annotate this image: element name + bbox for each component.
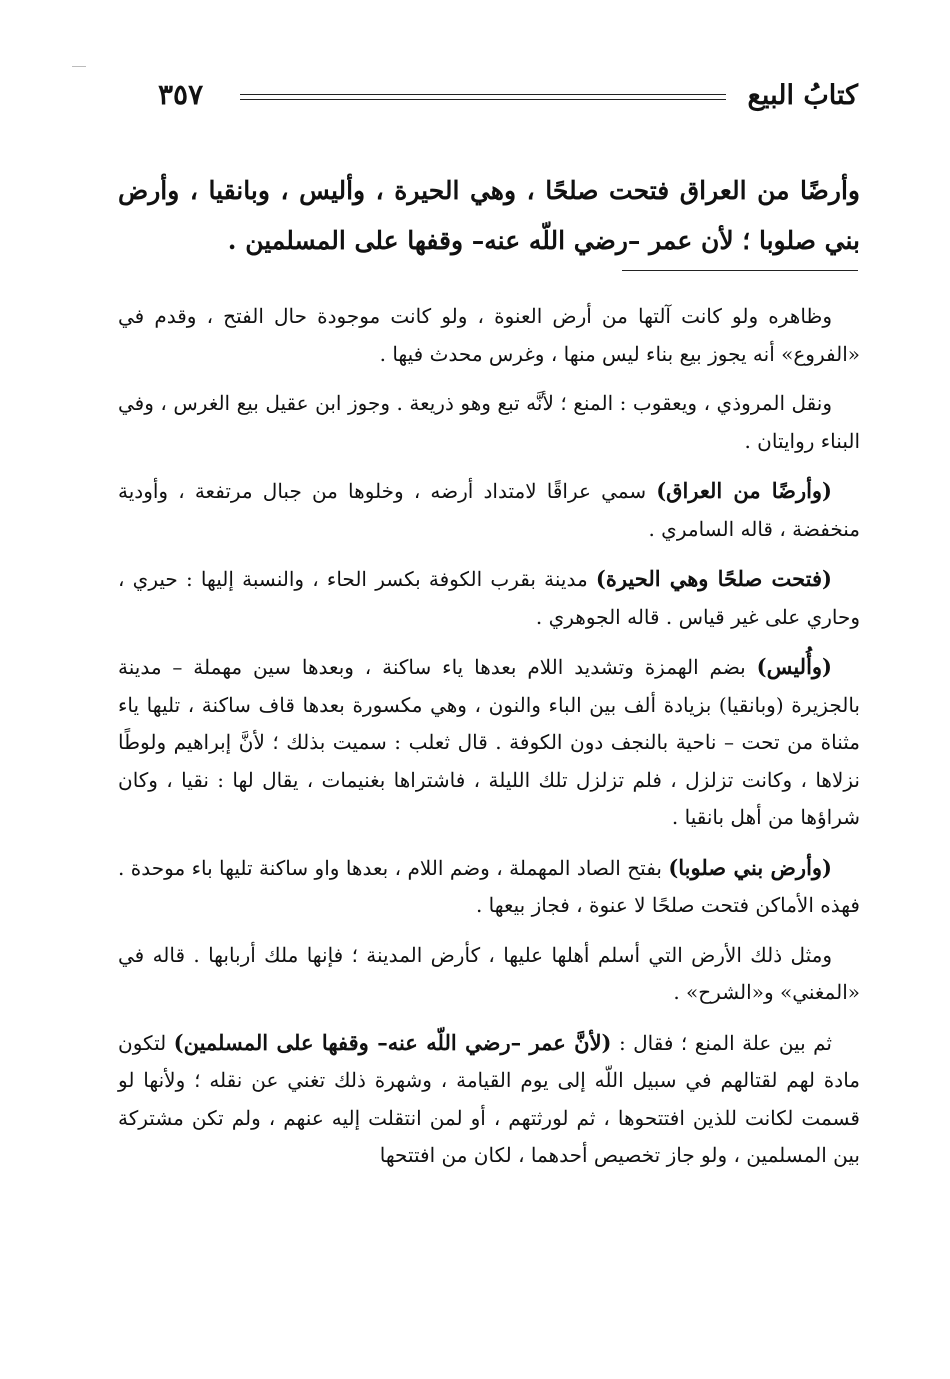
commentary-paragraph	[118, 385, 860, 460]
quoted-lemma: (فتحت صلحًا وهي الحيرة)	[595, 566, 832, 591]
paragraph-text: ومثل ذلك الأرض التي أسلم أهلها عليها ، كأرض المدينة ؛ فإنها ملك أربابها . قاله في «المغني» و«الشرح» .	[118, 942, 860, 1004]
quoted-lemma: (لأنَّ عمر –رضي اللّه عنه– وقفها على المسلمين)	[173, 1029, 612, 1055]
paragraph-text: وظاهره ولو كانت آلتها من أرض العنوة ، ولو كانت موجودة حال الفتح ، وقدم في «الفروع» أنه يجوز بيع بناء ليس منها ، وغرس محدث فيها .	[118, 304, 860, 366]
commentary-paragraph	[118, 849, 860, 925]
commentary	[118, 298, 860, 1187]
page-header	[118, 74, 858, 118]
commentary-paragraph	[118, 560, 860, 636]
main-text: وأرضًا من العراق فتحت صلحًا ، وهي الحيرة ، وأليس ، وبانقيا ، وأرض بني صلوبا ؛ لأن عمر –رضي اللّه عنه– وقفها على المسلمين .	[118, 176, 860, 255]
quoted-lemma: (وأرض بني صلوبا)	[668, 854, 832, 880]
header-rule	[240, 94, 726, 100]
paragraph-text: لتكون مادة لهم لقتالهم في سبيل اللّه إلى يوم القيامة ، وشهرة ذلك تغني عن نقله ؛ ولأنها لو قسمت لكانت للذين افتتحوها ، ثم لورثتهم ، أو لمن انتقلت إليه عنهم ، ولم تكن مشتركة بين المسلمين ، ولو جاز تخصيص أحدهما ، لكان من افتتحها	[118, 1030, 860, 1167]
scan-mark	[72, 66, 86, 67]
paragraph-text: مدينة بقرب الكوفة بكسر الحاء ، والنسبة إليها : حيري ، وحاري على غير قياس . قاله الجوهري .	[118, 567, 860, 629]
commentary-paragraph	[118, 472, 860, 548]
page-number: ٣٥٧	[158, 78, 204, 111]
commentary-paragraph	[118, 1024, 860, 1175]
paragraph-text: ونقل المروذي ، ويعقوب : المنع ؛ لأنَّه تبع وهو ذريعة . وجوز ابن عقيل بيع الغرس ، وفي البناء روايتان .	[118, 391, 860, 453]
quoted-lemma: (وأُليس)	[756, 654, 832, 679]
paragraph-text: بضم الهمزة وتشديد اللام بعدها ياء ساكنة ، وبعدها سين مهملة – مدينة بالجزيرة (وبانقيا) بزيادة ألف بين الباء والنون ، وهي مكسورة بعدها قاف ساكنة ، تليها ياء مثناة من تحت – ناحية بالنجف دون الكوفة . قال ثعلب : سميت بذلك ؛ لأنَّ إبراهيم ولوطًا نزلاها ، وكانت تزلزل ، فلم تزلزل تلك الليلة ، فاشتراها بغنيمات ، يقال لها : نقيا ، وكان شراؤها من أهل بانقيا .	[118, 655, 860, 829]
commentary-paragraph	[118, 937, 860, 1012]
quoted-lemma: (وأرضًا من العراق)	[656, 478, 832, 503]
paragraph-text: بفتح الصاد المهملة ، وضم اللام ، بعدها واو ساكنة تليها باء موحدة . فهذه الأماكن فتحت صلحًا لا عنوة ، فجاز بيعها .	[118, 855, 860, 917]
text-separator	[622, 270, 858, 271]
commentary-paragraph	[118, 298, 860, 373]
running-title: كتابُ البيع	[747, 80, 858, 111]
paragraph-text: سمي عراقًا لامتداد أرضه ، وخلوها من جبال مرتفعة ، وأودية منخفضة ، قاله السامري .	[118, 479, 860, 541]
paragraph-intro: ثم بين علة المنع ؛ فقال :	[611, 1030, 832, 1055]
commentary-paragraph	[118, 648, 860, 837]
